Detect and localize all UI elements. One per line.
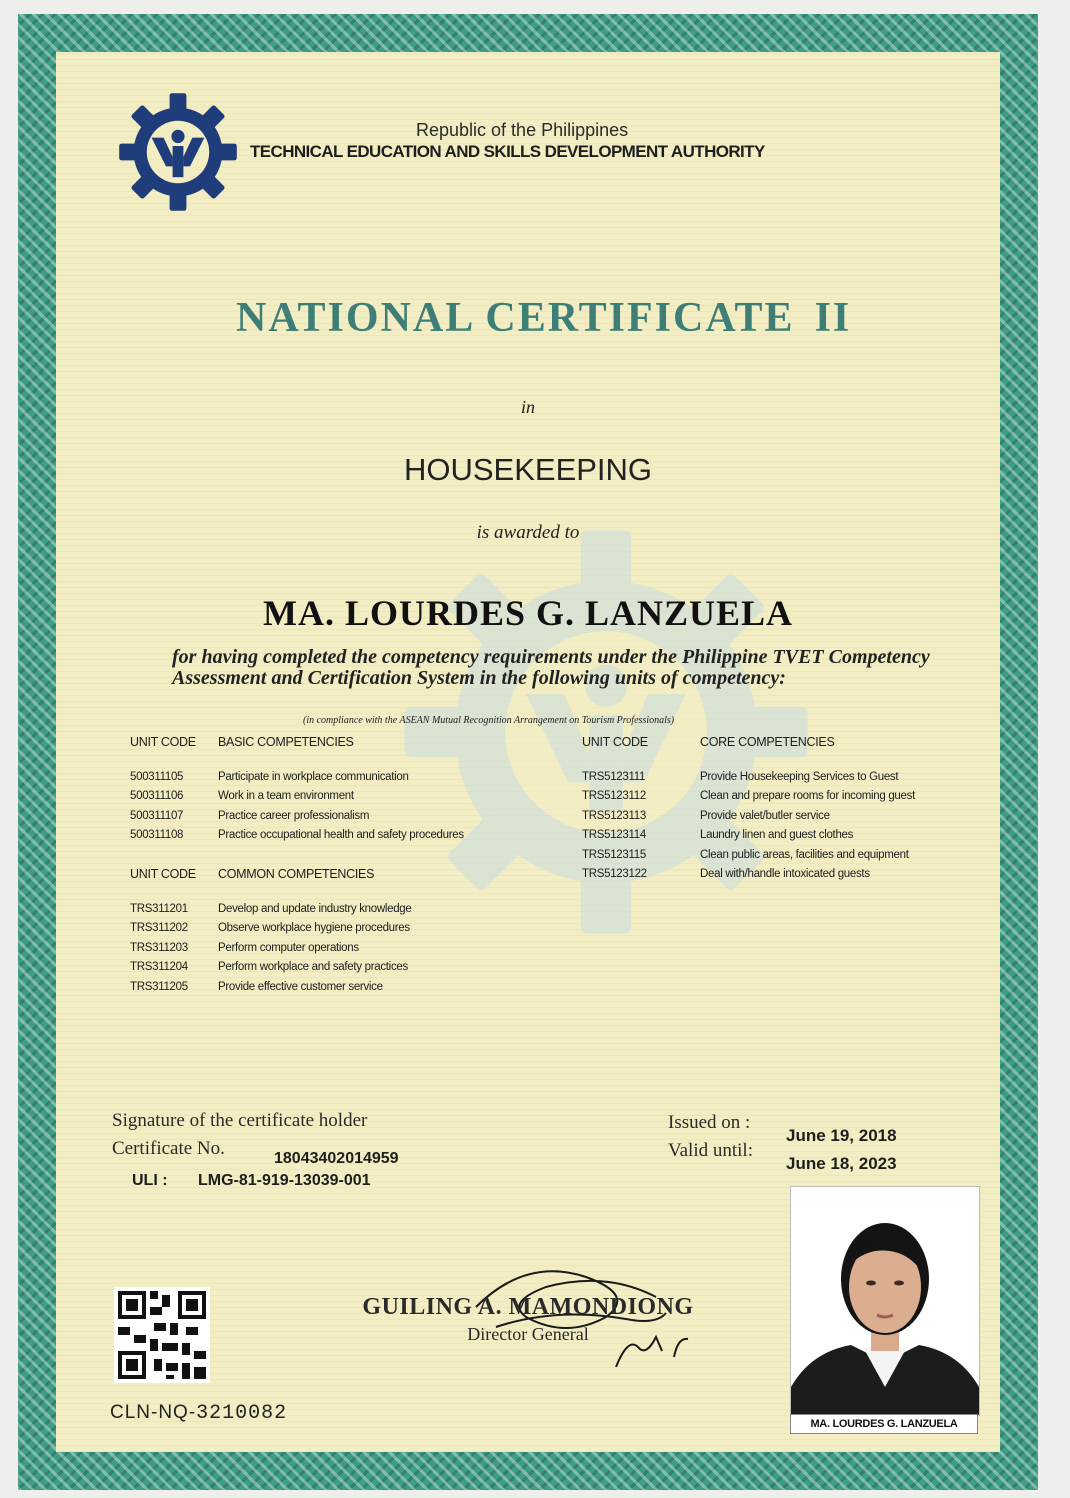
list-item: [582, 810, 915, 830]
common-title-header: COMMON COMPETENCIES: [218, 867, 375, 881]
uli-number: LMG-81-919-13039-001: [198, 1172, 371, 1189]
list-item: [130, 922, 412, 942]
list-item: [130, 942, 412, 962]
in-text: in: [520, 397, 535, 417]
valid-until-label: Valid until:: [668, 1140, 753, 1161]
unit-code: TRS311204: [130, 961, 188, 973]
unit-code: 500311107: [130, 809, 184, 822]
compliance-note: (in compliance with the ASEAN Mutual Recognition Arrangement on Tourism Professionals): [303, 715, 675, 726]
valid-until-date: June 18, 2023: [786, 1154, 897, 1173]
agency-name: TECHNICAL EDUCATION AND SKILLS DEVELOPMENT AUTHORITY: [250, 142, 765, 161]
unit-title: Provide valet/butler service: [700, 809, 830, 822]
unit-code: 500311108: [130, 829, 184, 841]
certificate-level: II: [814, 295, 852, 341]
unit-title: Observe workplace hygiene procedures: [218, 922, 410, 934]
unit-code: TRS311202: [130, 922, 188, 934]
photo-name-label: MA. LOURDES G. LANZUELA: [790, 1414, 978, 1434]
unit-title: Provide Housekeeping Services to Guest: [700, 770, 899, 783]
unit-title: Participate in workplace communication: [218, 770, 409, 783]
list-item: [582, 829, 915, 849]
list-item: [582, 849, 915, 869]
list-item: [130, 790, 464, 810]
cln-number: 3210082: [196, 1402, 288, 1425]
unit-code-header: UNIT CODE: [130, 867, 196, 881]
tesda-gear-logo-icon: [118, 92, 238, 212]
unit-title: Work in a team environment: [218, 790, 354, 802]
issued-on-date: June 19, 2018: [786, 1126, 897, 1145]
unit-title: Laundry linen and guest clothes: [700, 829, 854, 841]
certificate-paper: [56, 52, 1000, 1452]
basic-header: [130, 735, 464, 755]
unit-title: Provide effective customer service: [218, 980, 383, 993]
unit-code: TRS311203: [130, 941, 188, 954]
basic-competencies: [130, 735, 464, 849]
unit-code: 500311105: [130, 770, 184, 783]
core-header: [582, 735, 915, 755]
unit-code: TRS5123111: [582, 770, 646, 783]
common-header: [130, 867, 412, 887]
basic-title-header: BASIC COMPETENCIES: [218, 735, 354, 749]
cln-prefix: CLN-NQ-: [110, 1402, 197, 1423]
list-item: [130, 961, 412, 981]
awarded-text: is awarded to: [476, 522, 580, 543]
unit-title: Practice career professionalism: [218, 809, 370, 822]
list-item: [130, 903, 412, 923]
completion-statement: for having completed the competency requirements under the Philippine TVET Competency Assessment and Certification System in the following units of competency:: [172, 646, 930, 689]
list-item: [130, 829, 464, 849]
unit-code: TRS311205: [130, 980, 188, 993]
title-text: NATIONAL CERTIFICATE: [236, 295, 795, 341]
unit-title: Practice occupational health and safety procedures: [218, 829, 464, 841]
certificate-border: [18, 14, 1038, 1490]
unit-code-header: UNIT CODE: [582, 735, 648, 749]
certificate-number: 18043402014959: [274, 1150, 399, 1167]
unit-title: Perform workplace and safety practices: [218, 961, 408, 973]
common-competencies: [130, 867, 412, 1000]
list-item: [130, 981, 412, 1001]
unit-title: Clean and prepare rooms for incoming guest: [700, 790, 915, 802]
list-item: [582, 790, 915, 810]
core-title-header: CORE COMPETENCIES: [700, 735, 835, 749]
core-competencies: [582, 735, 915, 888]
unit-title: Perform computer operations: [218, 941, 359, 954]
unit-code: TRS5123112: [582, 790, 646, 802]
unit-title: Develop and update industry knowledge: [218, 902, 412, 915]
issued-on-label: Issued on :: [668, 1112, 751, 1133]
list-item: [130, 771, 464, 791]
director-title: Director General: [467, 1324, 589, 1344]
unit-code: TRS5123122: [582, 868, 647, 880]
unit-code: TRS5123114: [582, 829, 646, 841]
unit-title: Deal with/handle intoxicated guests: [700, 868, 870, 880]
certificate-title: [236, 294, 936, 342]
certificate-no-label: Certificate No.: [112, 1138, 225, 1159]
holder-signature-label: Signature of the certificate holder: [112, 1110, 368, 1131]
unit-code-header: UNIT CODE: [130, 735, 196, 749]
unit-code: TRS311201: [130, 902, 188, 915]
director-name: GUILING A. MAMONDIONG: [362, 1294, 694, 1320]
cln-control-number: [110, 1402, 287, 1425]
recipient-name: MA. LOURDES G. LANZUELA: [262, 593, 794, 633]
qualification-name: HOUSEKEEPING: [403, 452, 653, 487]
qr-code-icon: [114, 1287, 210, 1383]
unit-title: Clean public areas, facilities and equipment: [700, 848, 909, 861]
unit-code: TRS5123113: [582, 809, 646, 822]
unit-code: 500311106: [130, 790, 184, 802]
unit-code: TRS5123115: [582, 848, 646, 861]
republic-text: Republic of the Philippines: [416, 120, 629, 140]
list-item: [582, 868, 915, 888]
uli-label: ULI :: [132, 1172, 168, 1189]
list-item: [130, 810, 464, 830]
list-item: [582, 771, 915, 791]
